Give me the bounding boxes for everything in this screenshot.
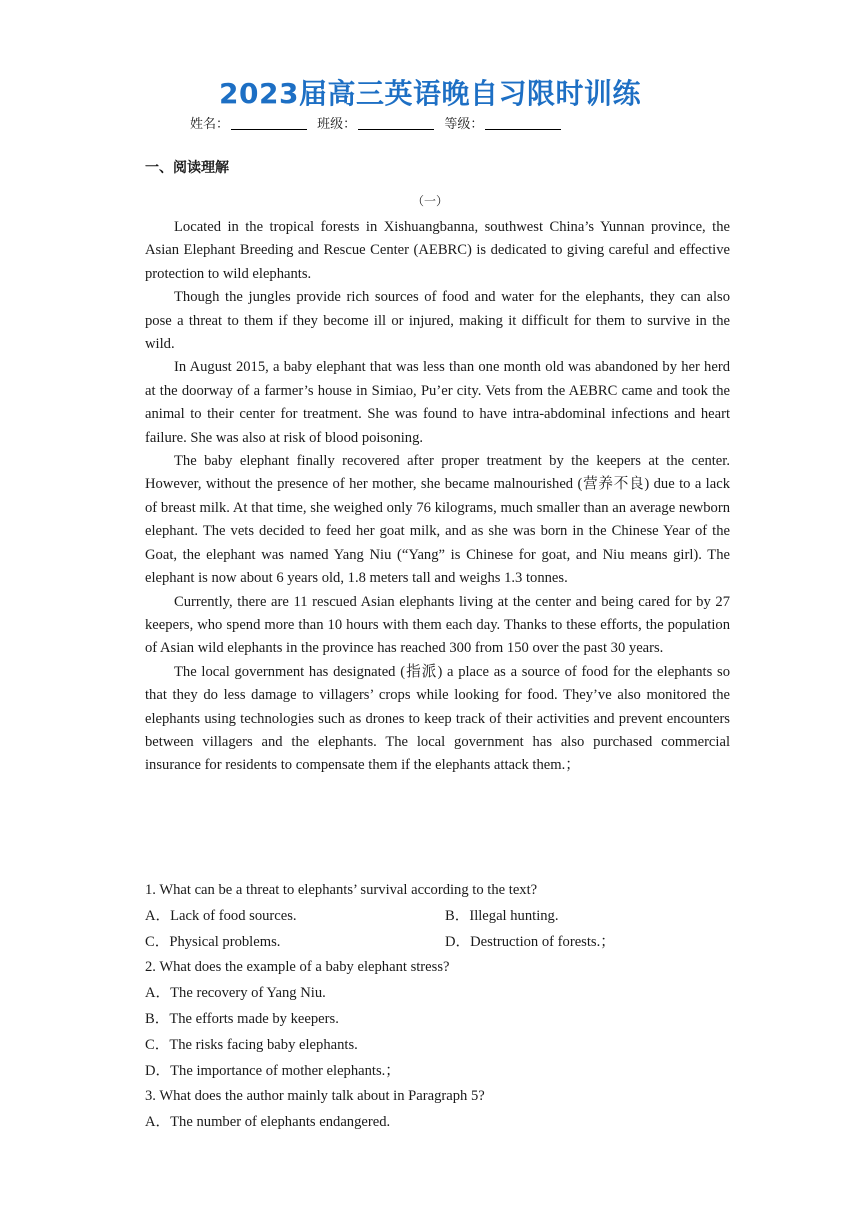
option-d[interactable]: D．The importance of mother elephants.； [145,1063,400,1079]
option-b[interactable]: B．Illegal hunting. [445,908,559,924]
option-a[interactable]: A．The recovery of Yang Niu. [145,985,326,1001]
class-label: 班级： [317,117,357,132]
option-a[interactable]: A．Lack of food sources. [145,908,297,924]
option-c[interactable]: C．The risks facing baby elephants. [145,1037,358,1053]
question-stem: 2. What does the example of a baby elephant stress? [145,959,450,975]
passage-paragraph: Though the jungles provide rich sources of food and water for the elephants, they can also pose a threat to them if they become ill or injured, making it difficult for them to survive in the wild. [145,289,730,353]
passage-paragraph: In August 2015, a baby elephant that was less than one month old was abandoned by her herd at the doorway of a farmer’s house in Simiao, Pu’er city. Vets from the AEBRC came and took the animal to their center for treatment. She was found to have intra-abdominal infections and heart failure. She was also at risk of blood poisoning. [145,359,730,446]
question-stem: 3. What does the author mainly talk about in Paragraph 5? [145,1088,485,1104]
name-label: 姓名： [190,117,230,132]
grade-blank[interactable] [485,115,561,130]
option-a[interactable]: A．The number of elephants endangered. [145,1114,391,1130]
option-b[interactable]: B．The efforts made by keepers. [145,1011,339,1027]
passage-paragraph: Located in the tropical forests in Xishuangbanna, southwest China’s Yunnan province, the Asian Elephant Breeding and Rescue Center (AEBRC) is dedicated to giving careful and effective protection to wild elephants. [145,219,730,282]
passage-paragraph: Currently, there are 11 rescued Asian elephants living at the center and being cared for by 27 keepers, who spend more than 10 hours with them each day. Thanks to these efforts, the population of Asian wild elephants in the province has reached 300 from 150 over the past 30 years. [145,593,730,657]
grade-field [444,115,561,135]
question-stem: 1. What can be a threat to elephants’ survival according to the text? [145,882,538,898]
section-heading: 一、阅读理解 [145,160,229,176]
class-field [317,115,434,135]
page-title: 2023届高三英语晚自习限时训练 [219,77,641,110]
option-row [145,929,735,955]
reading-passage [145,216,730,778]
question-list [145,878,735,1135]
option-row [145,903,735,929]
name-blank[interactable] [231,115,307,130]
name-field [190,115,307,135]
class-blank[interactable] [358,115,434,130]
option-c[interactable]: C．Physical problems. [145,934,281,950]
option-d[interactable]: D．Destruction of forests.； [445,934,615,950]
student-info-line [190,115,567,135]
passage-number: （一） [411,194,448,208]
passage-paragraph: The baby elephant finally recovered after proper treatment by the keepers at the center. However, without the presence of her mother, she became malnourished (营养不良) due to a lack of breast milk. At that time, she weighed only 76 kilograms, much smaller than an average newborn elephant. The vets decided to feed her goat milk, and as she was born in the Chinese Year of the Goat, the elephant was named Yang Niu (“Yang” is Chinese for goat, and Niu means girl). The elephant is now about 6 years old, 1.8 meters tall and weighs 1.3 tonnes. [145,453,730,587]
passage-paragraph: The local government has designated (指派) a place as a source of food for the elephants so that they do less damage to villagers’ crops while looking for food. They’ve also monitored the elephants using technologies such as drones to keep track of their activities and prevent encounters between villagers and the elephants. The local government has also purchased commercial insurance for residents to compensate them if the elephants attack them.； [145,663,730,774]
grade-label: 等级： [444,117,484,132]
